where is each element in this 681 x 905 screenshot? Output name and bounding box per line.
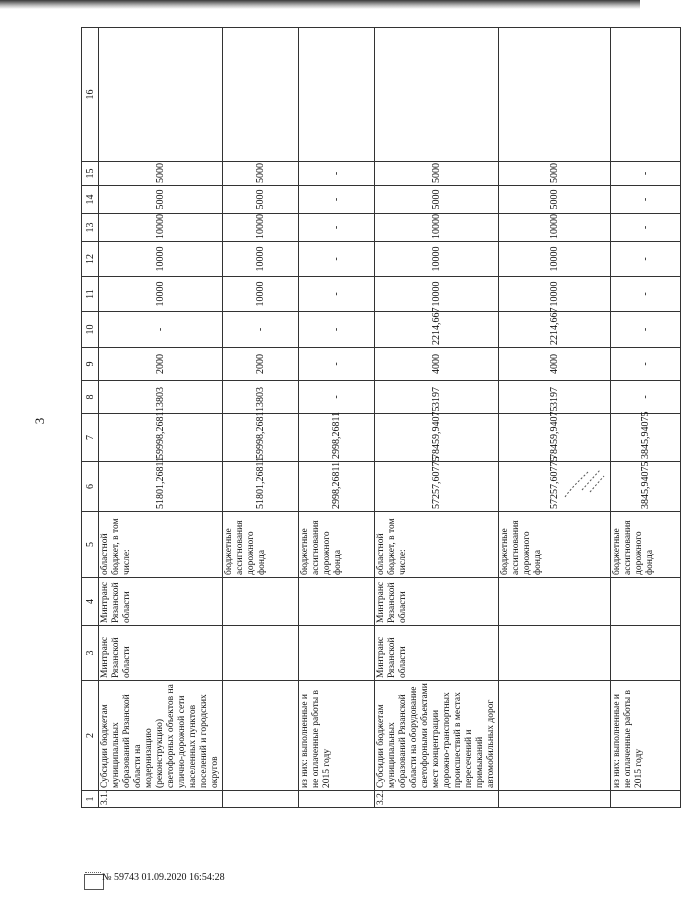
row-value-cell: 3197 [499, 381, 611, 414]
row-value-cell: 2998,26811 [299, 414, 375, 462]
header-cell: 11 [82, 277, 99, 312]
row-value-cell: 10000 [375, 242, 499, 277]
row-value-cell: - [611, 348, 681, 381]
row-funding-source-cell: бюджетные ассигнования дорожного фонда [223, 512, 299, 578]
row-value-cell: 2214,667 [499, 312, 611, 348]
header-cell: 7 [82, 414, 99, 462]
row-value-cell: 3197 [375, 381, 499, 414]
row-administrator-cell [299, 578, 375, 626]
row-value-cell: - [299, 242, 375, 277]
row-value-cell: 3845,94075 [611, 414, 681, 462]
row-value-cell: 5000 [499, 162, 611, 186]
table-row [99, 28, 223, 808]
stamp-decoration [85, 864, 101, 873]
row-executor-cell [223, 626, 299, 681]
row-value-cell: 10000 [499, 214, 611, 242]
row-value-cell: 10000 [99, 214, 223, 242]
row-executor-cell [611, 626, 681, 681]
row-value-cell: - [299, 348, 375, 381]
row-value-cell: 59998,26811 [99, 414, 223, 462]
header-cell: 12 [82, 242, 99, 277]
header-cell: 15 [82, 162, 99, 186]
row-value-cell: 78459,94075 [375, 414, 499, 462]
row-value-cell: 78459,94075 [499, 414, 611, 462]
row-note-cell [499, 28, 611, 162]
row-funding-source-cell: бюджетные ассигнования дорожного фонда [499, 512, 611, 578]
row-executor-cell: Минтранс Рязанской области [375, 626, 499, 681]
row-value-cell: 10000 [223, 277, 299, 312]
header-cell: 8 [82, 381, 99, 414]
row-note-cell [611, 28, 681, 162]
row-value-cell: 3803 [99, 381, 223, 414]
row-value-cell: 2998,26811 [299, 462, 375, 512]
row-value-cell: - [299, 381, 375, 414]
row-administrator-cell: Минтранс Рязанской области [375, 578, 499, 626]
row-value-cell: - [299, 162, 375, 186]
header-cell: 4 [82, 578, 99, 626]
row-value-cell: - [299, 186, 375, 214]
header-cell: 14 [82, 186, 99, 214]
table-row [223, 28, 299, 808]
row-administrator-cell [223, 578, 299, 626]
row-value-cell: 5000 [99, 162, 223, 186]
row-value-cell: - [611, 381, 681, 414]
row-value-cell: - [611, 186, 681, 214]
row-description-cell [223, 681, 299, 791]
doc-datetime: 01.09.2020 16:54:28 [141, 872, 225, 883]
row-value-cell: - [299, 312, 375, 348]
footer-registration [102, 872, 402, 892]
row-value-cell: 10000 [223, 214, 299, 242]
doc-number: № 59743 [102, 872, 140, 883]
row-note-cell [99, 28, 223, 162]
row-value-cell: - [223, 312, 299, 348]
row-value-cell: 59998,26811 [223, 414, 299, 462]
row-value-cell: 10000 [499, 277, 611, 312]
row-value-cell: 2000 [99, 348, 223, 381]
row-value-cell: 2000 [223, 348, 299, 381]
row-funding-source-cell: бюджетные ассигнования дорожного фонда [611, 512, 681, 578]
header-cell: 6 [82, 462, 99, 512]
budget-table [81, 27, 681, 808]
row-value-cell: 10000 [223, 242, 299, 277]
row-executor-cell [499, 626, 611, 681]
row-index-cell [299, 791, 375, 808]
row-value-cell: 5000 [99, 186, 223, 214]
row-description-cell: Субсидии бюджетам муниципальных образований Рязанской области на модернизацию (реконструкцию) светофорных объектов на улично-дорожной сети населенных пунктов поселений и городских округов [99, 681, 223, 791]
row-executor-cell [299, 626, 375, 681]
header-cell: 10 [82, 312, 99, 348]
row-value-cell: 10000 [499, 242, 611, 277]
row-value-cell: - [611, 162, 681, 186]
row-value-cell: 2214,667 [375, 312, 499, 348]
row-value-cell: 3845,94075 [611, 462, 681, 512]
row-note-cell [375, 28, 499, 162]
row-description-cell: из них: выполненные и не оплаченные работы в 2015 году [611, 681, 681, 791]
row-index-cell: 3.2. [375, 791, 499, 808]
row-value-cell: 5000 [223, 186, 299, 214]
header-cell: 16 [82, 28, 99, 162]
row-value-cell: 5000 [499, 186, 611, 214]
header-cell: 13 [82, 214, 99, 242]
row-value-cell: 51801,26811 [223, 462, 299, 512]
row-value-cell: 57257,60775 [499, 462, 611, 512]
registration-stamp-icon [84, 874, 104, 890]
row-index-cell [223, 791, 299, 808]
table-row [299, 28, 375, 808]
header-cell: 9 [82, 348, 99, 381]
header-cell: 2 [82, 681, 99, 791]
row-description-cell: Субсидии бюджетам муниципальных образований Рязанской области на оборудование светофорными объектами мест концентрации дорожно-транспортных происшествий в местах пересечений и примыканий автомобильных дорог [375, 681, 499, 791]
row-value-cell: 10000 [375, 277, 499, 312]
row-index-cell [499, 791, 611, 808]
row-administrator-cell [611, 578, 681, 626]
row-value-cell: 5000 [375, 186, 499, 214]
row-value-cell: 51801,26811 [99, 462, 223, 512]
page-number: 3 [32, 417, 47, 425]
table-row [611, 28, 681, 808]
table-body [82, 28, 681, 808]
row-administrator-cell [499, 578, 611, 626]
row-value-cell: - [299, 214, 375, 242]
row-value-cell: - [611, 277, 681, 312]
row-value-cell: 5000 [375, 162, 499, 186]
row-value-cell: 10000 [99, 242, 223, 277]
signature-mark [560, 462, 610, 502]
row-description-cell [499, 681, 611, 791]
row-note-cell [299, 28, 375, 162]
header-row [82, 28, 99, 808]
row-value-cell: 57257,60775 [375, 462, 499, 512]
row-funding-source-cell: областной бюджет, в том числе: [99, 512, 223, 578]
row-value-cell: 4000 [499, 348, 611, 381]
header-cell: 3 [82, 626, 99, 681]
row-index-cell: 3.1. [99, 791, 223, 808]
row-value-cell: - [99, 312, 223, 348]
row-value-cell: 5000 [223, 162, 299, 186]
row-value-cell: - [611, 214, 681, 242]
row-description-cell: из них: выполненные и не оплаченные работы в 2015 году [299, 681, 375, 791]
table-row [499, 28, 611, 808]
row-note-cell [223, 28, 299, 162]
table-row [375, 28, 499, 808]
rotated-table-container [81, 28, 655, 808]
scan-top-shadow [0, 0, 640, 9]
row-value-cell: 3803 [223, 381, 299, 414]
header-cell: 5 [82, 512, 99, 578]
row-executor-cell: Минтранс Рязанской области [99, 626, 223, 681]
row-value-cell: 10000 [375, 214, 499, 242]
row-funding-source-cell: бюджетные ассигнования дорожного фонда [299, 512, 375, 578]
row-funding-source-cell: областной бюджет, в том числе: [375, 512, 499, 578]
row-value-cell: - [299, 277, 375, 312]
row-administrator-cell: Минтранс Рязанской области [99, 578, 223, 626]
row-value-cell: - [611, 242, 681, 277]
row-value-cell: - [611, 312, 681, 348]
row-value-cell: 10000 [99, 277, 223, 312]
row-index-cell [611, 791, 681, 808]
row-value-cell: 4000 [375, 348, 499, 381]
header-cell: 1 [82, 791, 99, 808]
